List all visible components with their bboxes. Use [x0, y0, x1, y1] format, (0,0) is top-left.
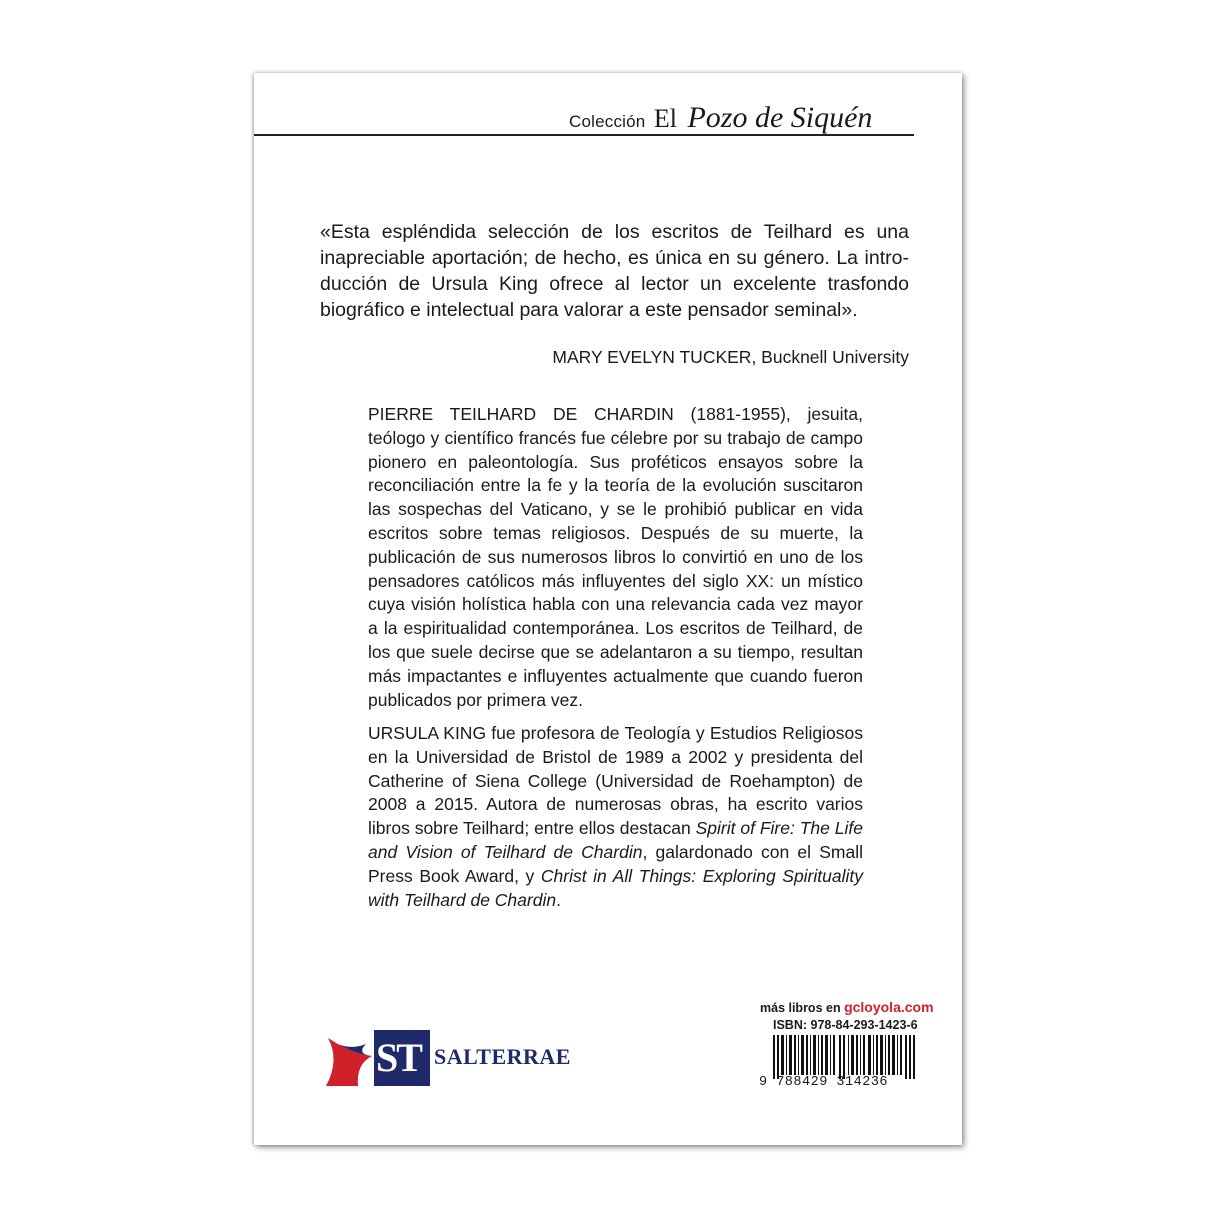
book-title-spirit-of-fire: Spirit of Fire: The Life and Vision of Teilhard de Chardin	[368, 818, 863, 862]
bio-text-2: , galardonado con el Small Press Book Award, y	[368, 841, 863, 886]
attribution-affiliation: , Bucknell University	[751, 347, 909, 367]
more-books-link	[760, 999, 934, 1015]
more-prefix: más libros en	[760, 1001, 845, 1015]
collection-name: Pozo de Siquén	[687, 101, 873, 134]
blurb-attribution	[552, 347, 909, 368]
bio-text-1: URSULA KING fue profesora de Teología y Estudios Religiosos en la Universidad de Bristol de 1989 a 2002 y presidenta del Catherine of Siena College (Universidad de Roehampton) de 2008 a 2015. Autora de numerosas obras, ha escrito varios libros sobre Teilhard; entre ellos destacan	[368, 723, 863, 839]
publisher-website[interactable]: gcloyola.com	[844, 999, 934, 1015]
book-title-christ-in-all-things: Christ in All Things: Exploring Spirituality with Teilhard de Chardin	[368, 865, 863, 910]
logo-emblem	[322, 1030, 430, 1086]
barcode	[773, 1035, 915, 1079]
logo-letters: ST	[376, 1035, 421, 1080]
bio-text-3: .	[556, 889, 561, 910]
barcode-digits: 9 788429 314236	[759, 1075, 889, 1090]
author-bio-king	[368, 722, 863, 912]
isbn-label: ISBN: 978-84-293-1423-6	[773, 1018, 918, 1032]
collection-article: El	[653, 104, 678, 133]
blurb-quote: «Esta espléndida selección de los escritos de Teilhard es una inapreciable aportación; de hecho, es única en su género. La introducción de Ursula King ofrece al lector un excelente trasfondo biográfico e intelectual para valorar a este pensador seminal».	[320, 221, 909, 321]
book-back-cover	[254, 73, 962, 1145]
author-bio-teilhard: PIERRE TEILHARD DE CHARDIN (1881-1955), jesuita, teólogo y científico francés fue célebre por su trabajo de campo pionero en paleontología. Sus proféticos ensayos sobre la reconciliación entre la fe y la teoría de la evolución suscitaron las sospechas del Vaticano, y se le prohibió publicar en vida escritos sobre temas religiosos. Después de su muerte, la publicación de sus numerosos libros lo convirtió en uno de los pensadores católicos más influyentes del siglo XX: un místico cuya visión holística habla con una relevancia cada vez mayor a la espiritualidad contemporánea. Los escritos de Teilhard, de los que suele decirse que se adelantaron a su tiempo, resultan más impactantes e influyentes actualmente que cuando fueron publicados por primera vez.	[368, 404, 863, 710]
collection-title	[569, 101, 872, 135]
attribution-author: MARY EVELYN TUCKER	[552, 347, 752, 367]
publisher-name: SALTERRAE	[434, 1044, 571, 1069]
collection-prefix: Colección	[569, 112, 646, 131]
publisher-logo	[322, 1030, 571, 1086]
